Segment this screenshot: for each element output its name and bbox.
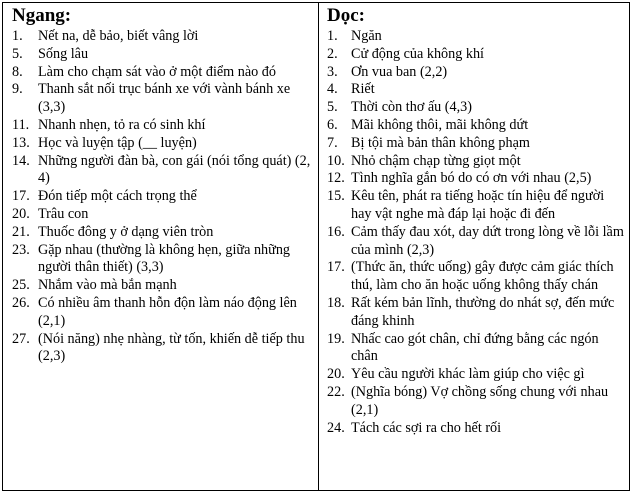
clue-text: Kêu tên, phát ra tiếng hoặc tín hiệu để người hay vật nghe mà đáp lại hoặc đi đến: [351, 188, 605, 222]
clue-number: 15.: [327, 188, 345, 205]
clue-text: Thuốc đông y ở dạng viên tròn: [38, 223, 214, 240]
clue-text: Nhắm vào mà bắn mạnh: [38, 277, 177, 294]
clue-number: 1.: [327, 28, 338, 44]
down-clue: [327, 81, 625, 99]
down-clue: [327, 384, 625, 420]
across-clue: [12, 224, 314, 242]
across-clue: [12, 28, 314, 46]
clue-number: 16.: [327, 223, 345, 240]
clue-number: 4.: [327, 81, 338, 98]
clue-number: 7.: [327, 134, 338, 151]
down-clue: [327, 366, 625, 384]
down-clue: [327, 259, 625, 295]
across-clues-column: [3, 3, 319, 490]
clue-text: Tách các sợi ra cho hết rối: [351, 419, 502, 436]
clue-number: 20.: [327, 366, 345, 383]
clue-text: Riết: [351, 81, 375, 98]
clue-number: 20.: [12, 205, 30, 222]
clue-text: Làm cho chạm sát vào ở một điểm nào đó: [38, 63, 276, 80]
clue-text: Nhỏ chậm chạp từng giọt một: [351, 152, 521, 169]
clue-number: 2.: [327, 45, 338, 62]
down-clue: [327, 135, 625, 153]
across-clue: [12, 117, 314, 135]
across-clue: [12, 81, 314, 117]
down-clue: [327, 153, 625, 171]
across-clue-list: [12, 28, 314, 366]
clue-text: Mãi không thôi, mãi không dứt: [351, 116, 529, 133]
down-clue: [327, 420, 625, 438]
clue-text: Có nhiều âm thanh hỗn độn làm náo động lên (2,1): [38, 294, 297, 329]
clue-number: 27.: [12, 330, 30, 347]
across-clue: [12, 153, 314, 189]
clue-number: 9.: [12, 81, 23, 98]
clue-number: 11.: [12, 116, 30, 133]
clue-text: Rất kém bản lĩnh, thường do nhát sợ, đến mức đáng khinh: [351, 294, 615, 329]
clue-number: 17.: [327, 259, 345, 276]
clue-text: Thanh sắt nối trục bánh xe với vành bánh xe (3,3): [38, 81, 291, 116]
down-clue: [327, 117, 625, 135]
clue-number: 3.: [327, 63, 338, 80]
down-clue: [327, 295, 625, 331]
clue-number: 25.: [12, 277, 30, 294]
clue-text: Nhanh nhẹn, tỏ ra có sinh khí: [38, 116, 206, 133]
clue-text: Nhấc cao gót chân, chỉ đứng bằng các ngón chân: [351, 330, 599, 365]
clue-text: Cử động của không khí: [351, 45, 485, 62]
across-clue: [12, 46, 314, 64]
down-clue: [327, 188, 625, 224]
clue-text: Cảm thấy đau xót, day dứt trong lòng về lỗi lầm của mình (2,3): [351, 223, 624, 258]
across-heading: Ngang:: [12, 5, 72, 26]
clue-text: (Nói năng) nhẹ nhàng, từ tốn, khiến dễ tiếp thu (2,3): [38, 330, 305, 365]
clue-number: 26.: [12, 294, 30, 311]
down-clue: [327, 28, 625, 46]
down-clue: [327, 224, 625, 260]
clue-number: 13.: [12, 134, 30, 151]
clue-number: 22.: [327, 383, 345, 400]
down-clue: [327, 46, 625, 64]
down-clues-column: [319, 3, 629, 490]
across-clue: [12, 331, 314, 367]
clue-number: 8.: [12, 63, 23, 80]
clue-number: 12.: [327, 170, 345, 187]
crossword-clues-table: [2, 2, 630, 491]
clue-number: 6.: [327, 116, 338, 133]
clue-number: 10.: [327, 152, 345, 169]
clue-text: Bị tội mà bản thân không phạm: [351, 134, 530, 151]
clue-number: 14.: [12, 152, 30, 169]
clue-text: Đón tiếp một cách trọng thể: [38, 188, 197, 205]
clue-text: (Nghĩa bóng) Vợ chồng sống chung với nhau (2,1): [351, 383, 609, 418]
down-clue: [327, 170, 625, 188]
clue-number: 24.: [327, 419, 345, 436]
clue-number: 5.: [12, 45, 23, 62]
clue-text: Trâu con: [38, 205, 89, 222]
down-clue: [327, 99, 625, 117]
clue-text: Sống lâu: [38, 45, 89, 62]
clue-number: 17.: [12, 188, 30, 205]
clue-number: 23.: [12, 241, 30, 258]
across-clue: [12, 64, 314, 82]
clue-text: Những người đàn bà, con gái (nói tổng quát) (2, 4): [38, 152, 311, 187]
clue-text: Tình nghĩa gắn bó do có ơn với nhau (2,5): [351, 170, 592, 187]
clue-number: 21.: [12, 223, 30, 240]
clue-text: Thời còn thơ ấu (4,3): [351, 99, 472, 116]
clue-text: (Thức ăn, thức uống) gây được cảm giác thích thú, làm cho ăn hoặc uống không thấy chán: [351, 259, 614, 294]
across-clue: [12, 277, 314, 295]
clue-number: 18.: [327, 294, 345, 311]
clue-text: Học và luyện tập (__ luyện): [38, 134, 197, 151]
across-clue: [12, 206, 314, 224]
down-clue-list: [327, 28, 625, 437]
clue-text: Ngăn: [351, 28, 382, 44]
clue-number: 19.: [327, 330, 345, 347]
down-clue: [327, 64, 625, 82]
across-clue: [12, 135, 314, 153]
across-clue: [12, 295, 314, 331]
clue-text: Nết na, dễ bảo, biết vâng lời: [38, 28, 199, 44]
clue-number: 5.: [327, 99, 338, 116]
across-clue: [12, 188, 314, 206]
down-heading: Dọc:: [327, 5, 365, 26]
clue-text: Ơn vua ban (2,2): [351, 63, 448, 80]
down-clue: [327, 331, 625, 367]
clue-text: Gặp nhau (thường là không hẹn, giữa những người thân thiết) (3,3): [38, 241, 291, 276]
clue-text: Yêu cầu người khác làm giúp cho việc gì: [351, 366, 585, 383]
clue-number: 1.: [12, 28, 23, 44]
across-clue: [12, 242, 314, 278]
